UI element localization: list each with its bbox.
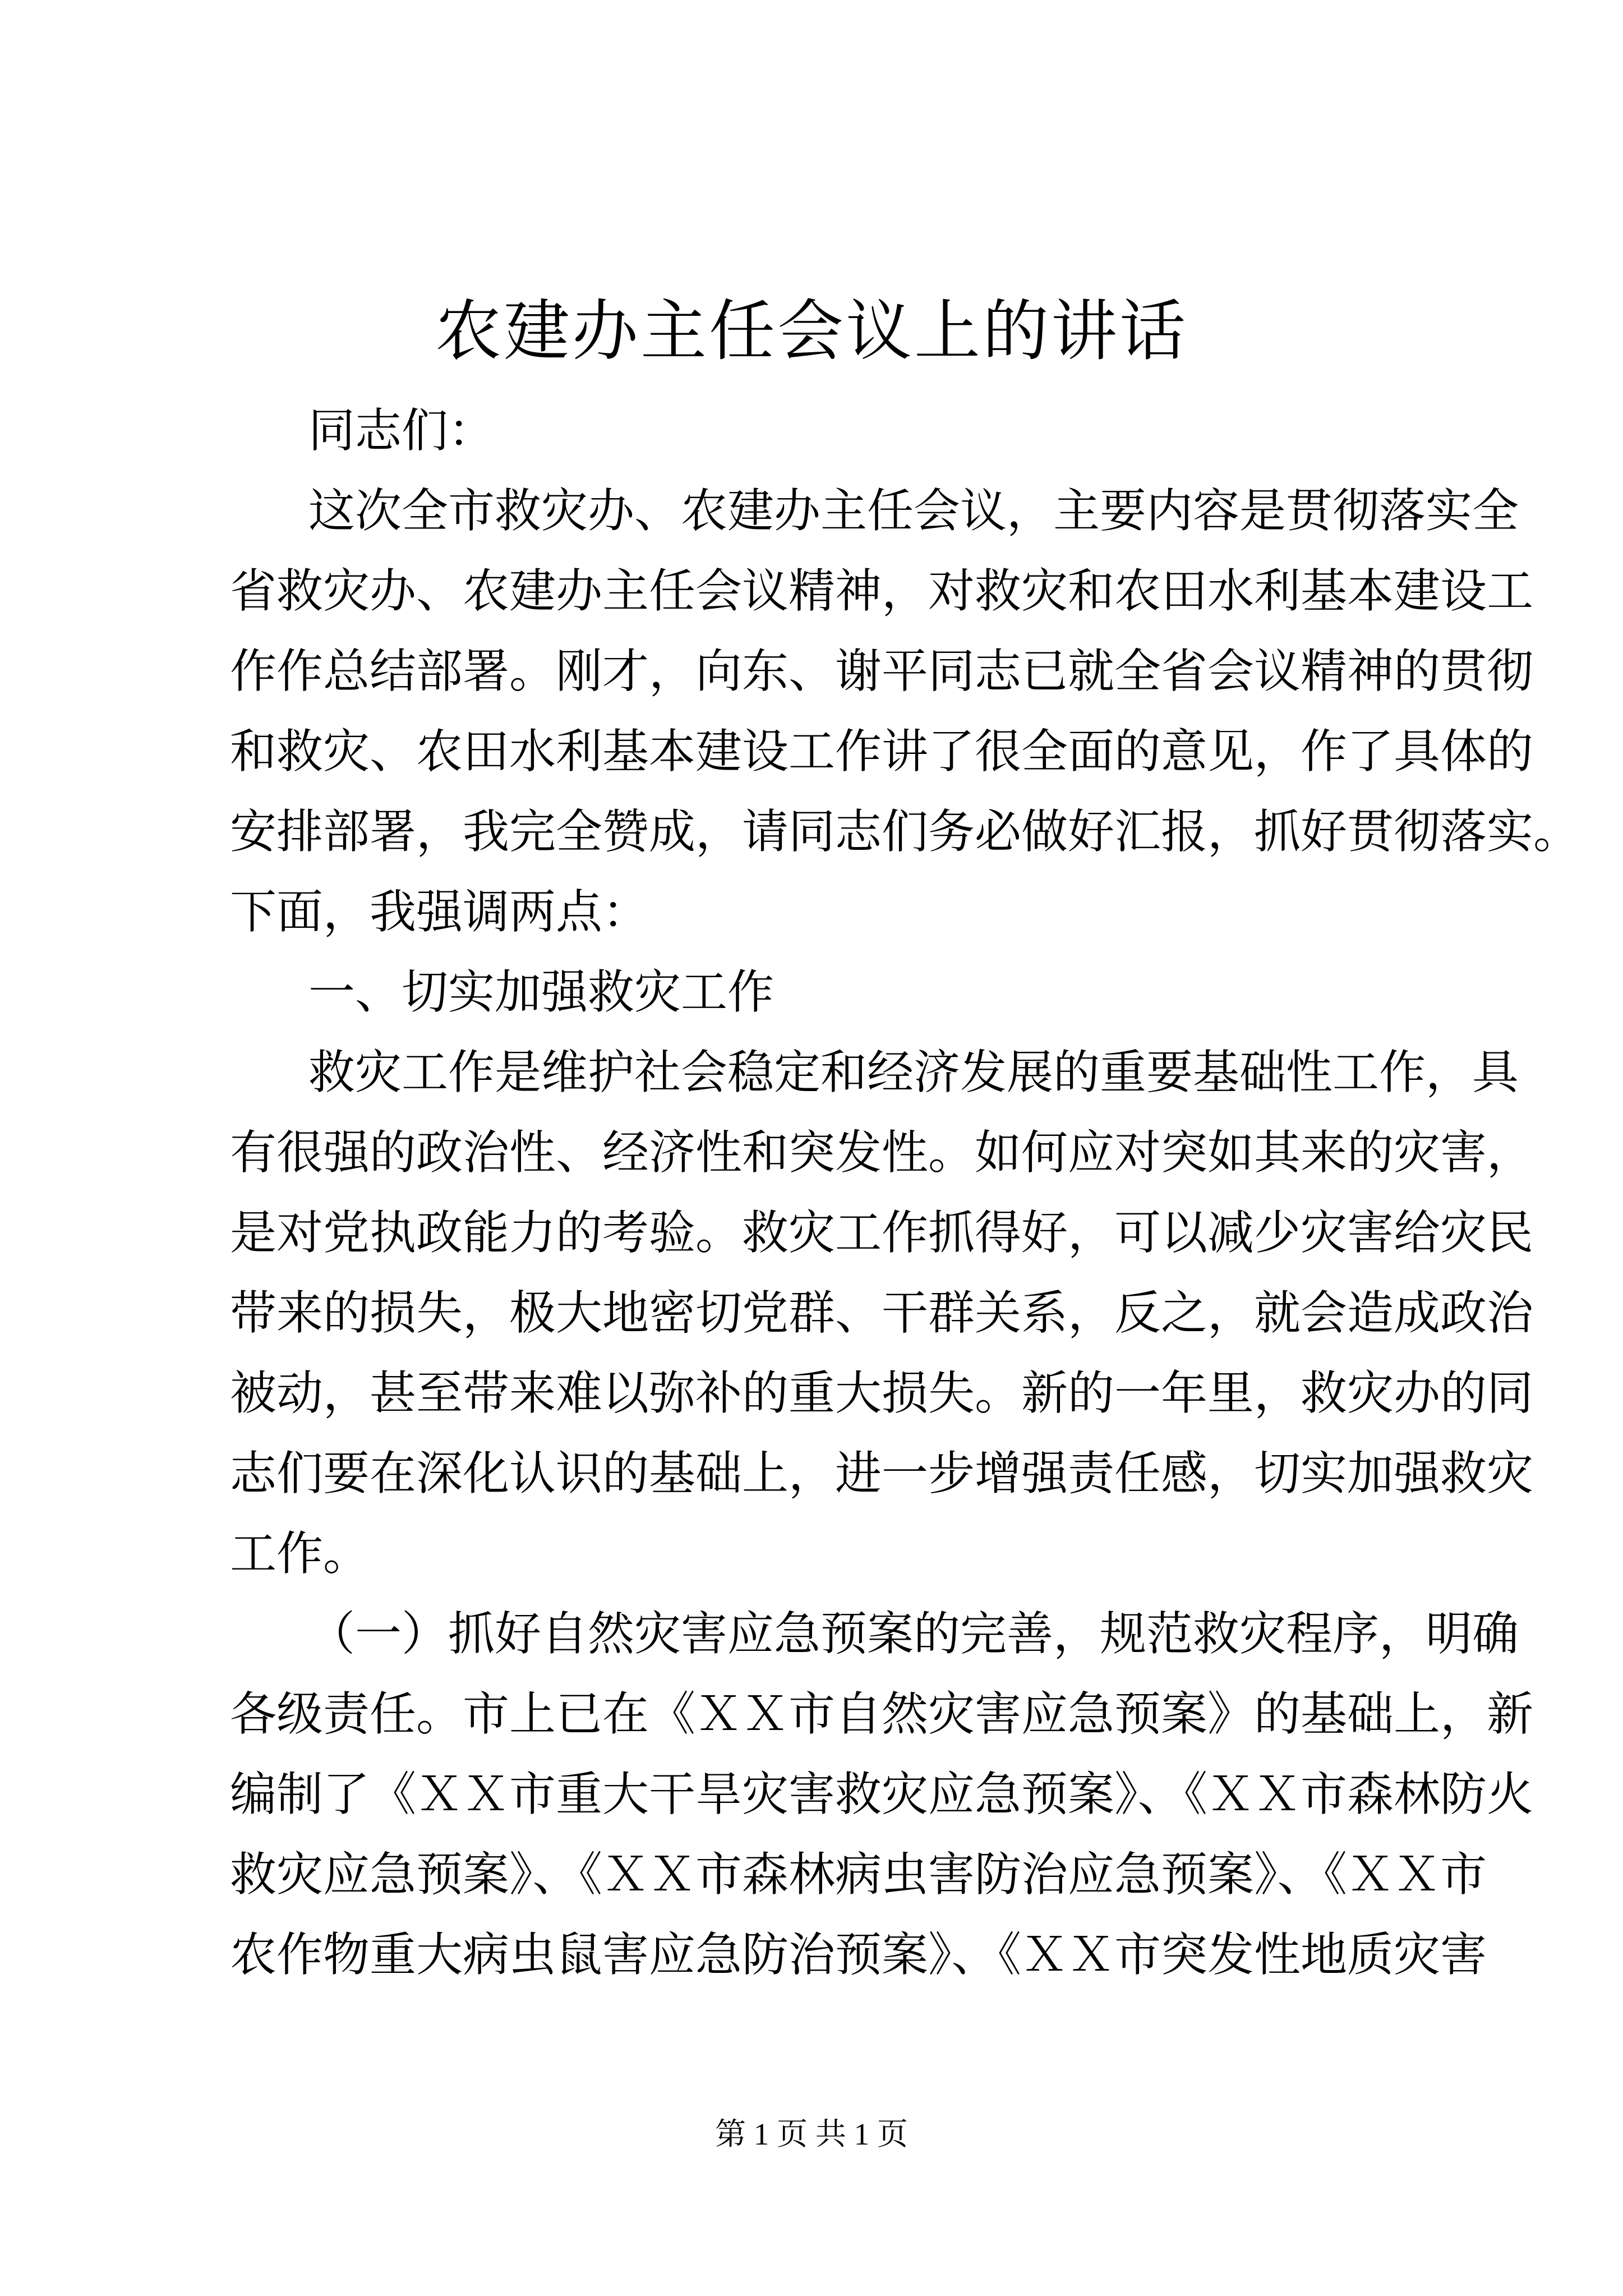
- paragraph-line: 农作物重大病虫鼠害应急防治预案》、《ＸＸ市突发性地质灾害: [230, 1927, 1487, 1982]
- paragraph-line: 救灾工作是维护社会稳定和经济发展的重要基础性工作，具: [308, 1045, 1519, 1099]
- paragraph-line: 是对党执政能力的考验。救灾工作抓得好，可以减少灾害给灾民: [230, 1205, 1533, 1260]
- paragraph-line: 志们要在深化认识的基础上，进一步增强责任感，切实加强救灾: [230, 1446, 1533, 1501]
- section-heading: 一、切实加强救灾工作: [308, 965, 774, 1019]
- paragraph-line: 工作。: [230, 1526, 370, 1581]
- paragraph-line: 救灾应急预案》、《ＸＸ市森林病虫害防治应急预案》、《ＸＸ市: [230, 1847, 1487, 1902]
- paragraph-line: 这次全市救灾办、农建办主任会议，主要内容是贯彻落实全: [308, 484, 1519, 538]
- paragraph-line: （一）抓好自然灾害应急预案的完善，规范救灾程序，明确: [308, 1607, 1519, 1661]
- salutation: 同志们：: [308, 403, 495, 458]
- paragraph-line: 作作总结部署。刚才，向东、谢平同志已就全省会议精神的贯彻: [230, 644, 1533, 698]
- paragraph-line: 有很强的政治性、经济性和突发性。如何应对突如其来的灾害，: [230, 1125, 1533, 1180]
- paragraph-line: 编制了《ＸＸ市重大干旱灾害救灾应急预案》、《ＸＸ市森林防火: [230, 1767, 1533, 1821]
- paragraph-line: 下面，我强调两点：: [230, 885, 649, 939]
- paragraph-line: 带来的损失，极大地密切党群、干群关系，反之，就会造成政治: [230, 1286, 1533, 1340]
- paragraph-line: 被动，甚至带来难以弥补的重大损失。新的一年里，救灾办的同: [230, 1366, 1533, 1420]
- paragraph-line: 各级责任。市上已在《ＸＸ市自然灾害应急预案》的基础上，新: [230, 1687, 1533, 1741]
- paragraph-line: 安排部署，我完全赞成，请同志们务必做好汇报，抓好贯彻落实。: [230, 804, 1580, 859]
- paragraph-line: 省救灾办、农建办主任会议精神，对救灾和农田水利基本建设工: [230, 564, 1533, 618]
- document-title: 农建办主任会议上的讲话: [435, 292, 1188, 370]
- paragraph-line: 和救灾、农田水利基本建设工作讲了很全面的意见，作了具体的: [230, 724, 1533, 779]
- page-footer: 第 1 页 共 1 页: [715, 2117, 908, 2151]
